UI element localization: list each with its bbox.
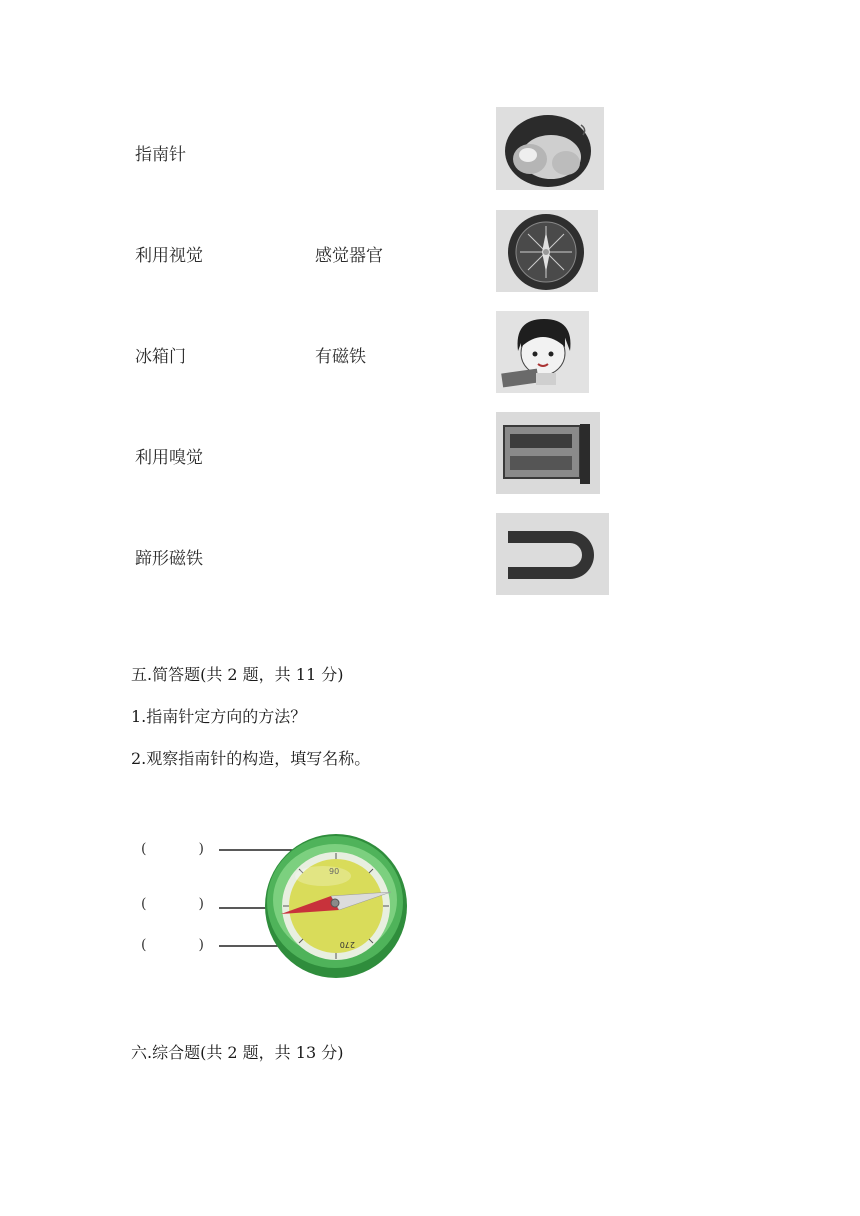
dial-number-270: 270 (339, 940, 355, 949)
section5-heading: 五.简答题(共 2 题，共 11 分) (131, 665, 344, 684)
paren-close: ) (198, 937, 204, 953)
paren-close: ) (198, 896, 204, 912)
question-1: 1.指南针定方向的方法？ (131, 707, 307, 726)
match-left-4: 利用嗅觉 (135, 448, 203, 468)
blank-2[interactable] (141, 896, 204, 912)
match-middle-2: 有磁铁 (315, 347, 366, 367)
compass-pivot (331, 899, 339, 907)
girl-looking-picture (496, 311, 589, 393)
dial-number-90: 90 (329, 867, 340, 876)
blank-3[interactable] (141, 937, 204, 953)
match-middle-1: 感觉器官 (315, 246, 383, 266)
match-left-2: 利用视觉 (135, 246, 203, 266)
compass-picture (496, 210, 598, 292)
question-2: 2.观察指南针的构造，填写名称。 (131, 749, 371, 768)
section6-heading: 六.综合题(共 2 题，共 13 分) (131, 1043, 344, 1062)
match-left-3: 冰箱门 (135, 347, 186, 367)
paren-open: ( (141, 841, 147, 857)
child-smelling-picture (496, 107, 604, 190)
refrigerator-door-picture (496, 412, 600, 494)
compass-diagram (215, 826, 415, 980)
paren-close: ) (198, 841, 204, 857)
match-left-5: 蹄形磁铁 (135, 549, 203, 569)
match-left-1: 指南针 (135, 145, 186, 165)
paren-open: ( (141, 937, 147, 953)
horseshoe-magnet-picture (496, 513, 609, 595)
paren-open: ( (141, 896, 147, 912)
blank-1[interactable] (141, 841, 204, 857)
